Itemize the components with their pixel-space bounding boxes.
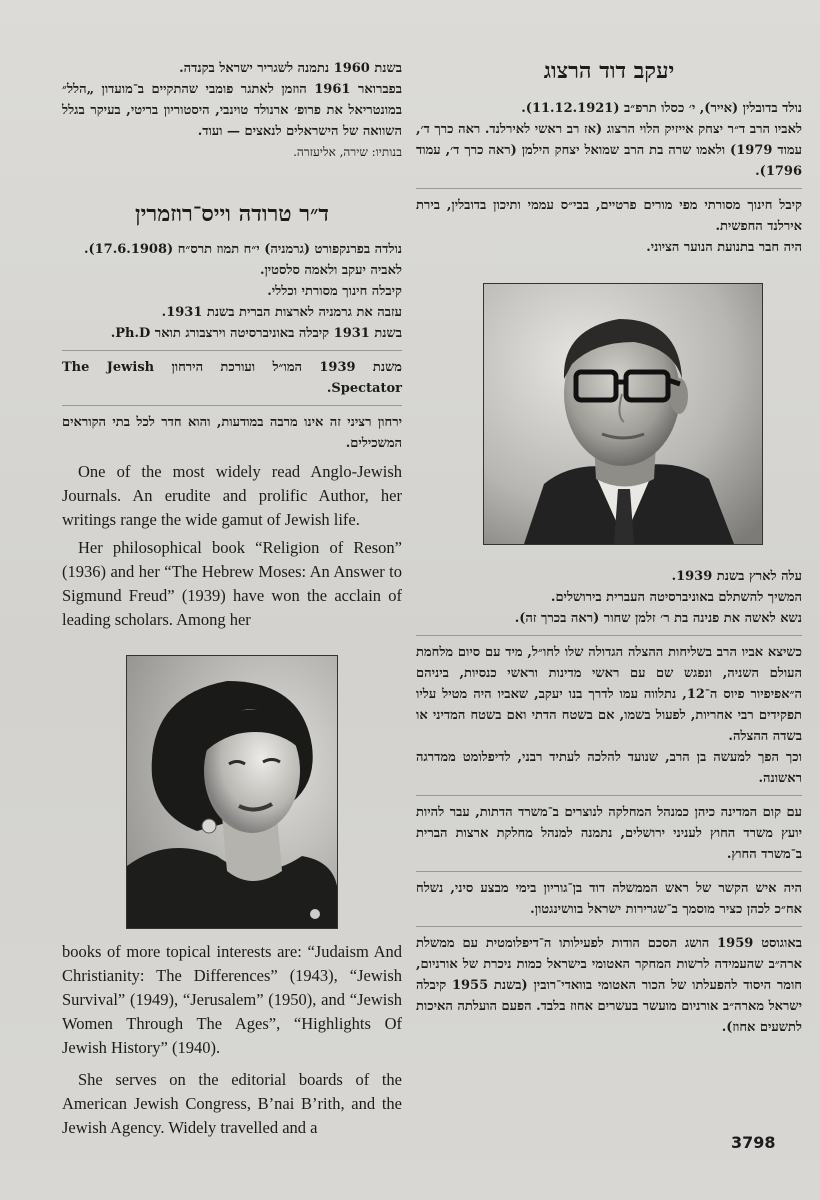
rosmarin-publisher: משנת 1939 המו״ל ועורכת הירחון The Jewish Spectator. — [62, 360, 402, 396]
right-column-continued — [416, 566, 802, 1038]
herzog-rescue-mission: כשיצא אביו הרב בשליחות ההצלה הגדולה שלו לחו״ל, מיד עם סיום מלחמת העולם השניה, ונפגש שם עם ראשי מדינות וראשי כנסיות, ביניהם ה״אפיפיור פיוס ה־12, נתלווה עמו לדרך בנו יעקב, שאביו היה מטיל עליו תפקידים רבי אחריות, לפעול בשמו, אם בשטח הדתי ואם בשטח המדיני או בשדה ההצלה. — [416, 645, 802, 744]
biography-title-herzog: יעקב דוד הרצוג — [543, 58, 675, 84]
portrait-herzog-image — [484, 284, 762, 544]
herzog-toynbee-debate: בפברואר 1961 הוזמן לאתגר פומבי שהתקיים ב־מועדון „הלל״ במונטריאל את פרופ׳ ארנולד טוינבי, היסטוריון בריטי, בעיקר בגלל השוואה של הישראלים לנאצים — ועוד. — [62, 82, 402, 139]
rosmarin-journal-english: One of the most widely read Anglo-Jewish Journals. An erudite and prolific Author, her writings range the wide gamut of Jewish life. — [62, 462, 402, 529]
herzog-aliyah: עלה לארץ בשנת 1939. — [671, 569, 802, 584]
portrait-weiss-rosmarin-image — [127, 656, 337, 928]
divider — [416, 635, 802, 636]
portrait-photo-herzog — [483, 283, 763, 545]
herzog-university: המשיך להשתלם באוניברסיטה העברית בירושלים. — [550, 590, 802, 605]
rosmarin-phd: בשנת 1931 קיבלה באוניברסיטה וירצבורג תואר Ph.D. — [110, 326, 402, 341]
rosmarin-parents: לאביה יעקב ולאמה סלסטין. — [259, 263, 402, 278]
rosmarin-birth: נולדה בפרנקפורט (גרמניה) י״ח תמוז תרס״ח (17.6.1908). — [83, 242, 402, 257]
herzog-parents: לאביו הרב ד״ר יצחק אייזיק הלוי הרצוג (אז רב ראשי לאירלנד. ראה כרך ד׳, עמוד 1979) ולאמו שרה בת הרב שמואל יצחק הילמן (ראה כרך ד׳, עמוד 1796). — [416, 122, 803, 179]
herzog-diplomat: וכך הפך למעשה בן הרב, שנועד להלכה לעתיד רבני, לדיפלומט ממדרגה ראשונה. — [416, 750, 802, 786]
herzog-daughters: בנותיו: שירה, אליעזרה. — [293, 145, 402, 159]
page-number: 3798 — [731, 1133, 776, 1152]
divider — [416, 926, 802, 927]
divider — [62, 350, 402, 351]
portrait-photo-weiss-rosmarin — [126, 655, 338, 929]
rosmarin-education: קיבלה חינוך מסורתי וכללי. — [267, 284, 402, 299]
herzog-state-roles: עם קום המדינה כיהן כמנהל המחלקה לנוצרים ב־משרד הדתות, עבר להיות יועץ משרד החוץ לעניני ירושלים, נתמנה למנהל מחלקת ארצות הברית ב־משרד החוץ. — [416, 805, 802, 862]
rosmarin-journal-hebrew: ירחון רציני זה אינו מרבה במודעות, והוא חדר לכל בתי הקוראים המשכילים. — [62, 415, 402, 451]
divider — [416, 795, 802, 796]
rosmarin-books-intro: Her philosophical book “Religion of Reson” (1936) and her “The Hebrew Moses: An Answer to Sigmund Freud” (1939) have won the acclain of leading scholars. Among her — [62, 538, 402, 629]
herzog-education: קיבל חינוך מסורתי מפי מורים פרטיים, בבי״ס עממי ותיכון בדובלין, בירת אירלנד החפשית. — [416, 198, 802, 234]
herzog-uranium: באוגוסט 1959 הושג הסכם הודות לפעילותו ה־דיפלומטית עם ממשלת ארה״ב שהעמידה לרשות המחקר האטומי בישראל כמות ניכרת של אורניום, חומר היסוד להפעלתו של הכור האטומי בוואדי־רובין (בשנת 1955 קיבלה ישראל מארה״ב אורניום מועשר בעשרים אחוז בלבד. הפעם הועלתה האיכות לתשעים אחוז). — [415, 936, 802, 1035]
herzog-canada-ambassador: בשנת 1960 נתמנה לשגריר ישראל בקנדה. — [179, 61, 402, 76]
biography-title-weiss-rosmarin: ד״ר טרודה וייס־רוזמרין — [135, 201, 329, 227]
divider — [416, 188, 802, 189]
herzog-sinai: היה איש הקשר של ראש הממשלה דוד בן־גוריון בימי מבצע סיני, נשלח אח״כ לכהן כציר מוסמך ב־שגרירות ישראל בוושינגטון. — [416, 881, 802, 917]
herzog-zionist-youth: היה חבר בתנועת הנוער הציוני. — [646, 240, 802, 255]
left-column — [62, 58, 402, 632]
divider — [416, 871, 802, 872]
herzog-birth: נולד בדובלין (אייר), י׳ כסלו תרפ״ב (11.12.1921). — [521, 101, 802, 116]
divider — [62, 405, 402, 406]
left-column-continued — [62, 940, 402, 1140]
herzog-marriage: נשא לאשה את פנינה בת ר׳ זלמן שחור (ראה בכרך זה). — [514, 611, 802, 626]
rosmarin-emigration: עזבה את גרמניה לארצות הברית בשנת 1931. — [161, 305, 402, 320]
right-column — [416, 58, 802, 258]
rosmarin-editorial-boards: She serves on the editorial boards of the American Jewish Congress, B’nai B’rith, and the Jewish Agency. Widely travelled and a — [62, 1070, 402, 1137]
rosmarin-topical-books: books of more topical interests are: “Judaism And Christianity: The Differences” (1943), “Jewish Survival” (1949), “Jerusalem” (1950), and “Jewish Women Through The Ages”, “Highlights Of Jewish History” (1940). — [62, 942, 402, 1057]
